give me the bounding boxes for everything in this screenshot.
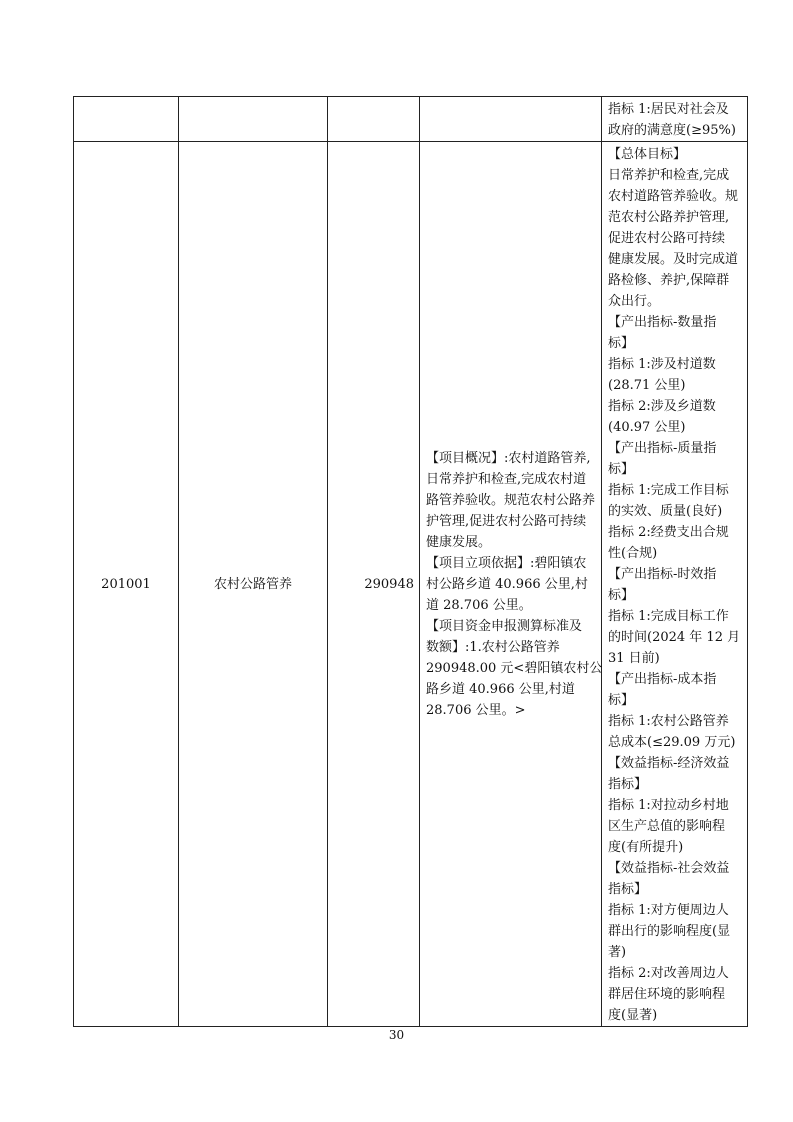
goal-line: 标】 bbox=[608, 336, 635, 351]
goal-line: 指标 1:对拉动乡村地 bbox=[608, 798, 729, 813]
goal-line: 【总体目标】 bbox=[608, 147, 687, 162]
goal-line: 标】 bbox=[608, 462, 635, 477]
prev-name-cell bbox=[179, 97, 328, 142]
description-line: 健康发展。 bbox=[426, 534, 492, 550]
goal-line: (28.71 公里) bbox=[608, 378, 686, 393]
goal-line: 指标 2:对改善周边人 bbox=[608, 966, 729, 981]
goal-line: (40.97 公里) bbox=[608, 420, 686, 435]
project-name: 农村公路管养 bbox=[213, 576, 292, 592]
goal-line: 度(有所提升) bbox=[608, 840, 684, 855]
goal-cell bbox=[602, 142, 748, 1027]
goal-line: 的时间(2024 年 12 月 bbox=[608, 630, 741, 645]
goal-line: 路检修、养护,保障群 bbox=[608, 273, 730, 288]
goal-line: 指标 1:涉及村道数 bbox=[608, 357, 716, 372]
goal-line: 众出行。 bbox=[608, 294, 661, 309]
goal-line: 著) bbox=[608, 945, 627, 960]
amount-cell bbox=[328, 142, 420, 1027]
description-line: 【项目立项依据】:碧阳镇农 bbox=[426, 555, 587, 571]
goal-line: 区生产总值的影响程 bbox=[608, 819, 726, 834]
table-row-main bbox=[74, 142, 748, 1027]
performance-goals bbox=[602, 142, 747, 1026]
goal-line: 指标 1:农村公路管养 bbox=[608, 714, 729, 729]
goal-line: 总成本(≤29.09 万元) bbox=[608, 735, 736, 750]
prev-description-cell bbox=[420, 97, 602, 142]
name-cell bbox=[179, 142, 328, 1027]
goal-line: 促进农村公路可持续 bbox=[608, 231, 726, 246]
goal-line: 指标】 bbox=[608, 777, 648, 792]
goal-line: 日常养护和检查,完成 bbox=[608, 168, 730, 183]
description-line: 路管养验收。规范农村公路养 bbox=[426, 492, 596, 508]
goal-line: 【效益指标-经济效益 bbox=[608, 756, 730, 771]
goal-line: 指标 2:经费支出合规 bbox=[608, 525, 729, 540]
project-table bbox=[73, 96, 748, 1027]
goal-line: 【产出指标-质量指 bbox=[608, 441, 717, 456]
goal-line: 指标 1:完成工作目标 bbox=[608, 483, 729, 498]
page-number: 30 bbox=[388, 1028, 405, 1042]
goal-line: 性(合规) bbox=[608, 546, 658, 561]
goal-line: 健康发展。及时完成道 bbox=[608, 252, 739, 267]
goal-line: 的实效、质量(良好) bbox=[608, 504, 723, 519]
prev-goal-text bbox=[602, 97, 747, 141]
description-line: 日常养护和检查,完成农村道 bbox=[426, 471, 587, 487]
goal-line: 【效益指标-社会效益 bbox=[608, 861, 730, 876]
description-line: 道 28.706 公里。 bbox=[426, 597, 532, 613]
prev-code-cell bbox=[74, 97, 179, 142]
goal-line: 31 日前) bbox=[608, 651, 660, 666]
description-cell bbox=[420, 142, 602, 1027]
goal-line: 【产出指标-数量指 bbox=[608, 315, 717, 330]
goal-line: 【产出指标-成本指 bbox=[608, 672, 717, 687]
project-code: 201001 bbox=[101, 576, 151, 592]
goal-line: 群出行的影响程度(显 bbox=[608, 924, 731, 939]
goal-line: 农村道路管养验收。规 bbox=[608, 189, 739, 204]
goal-line: 标】 bbox=[608, 588, 635, 603]
project-description bbox=[420, 448, 601, 721]
table-row-previous bbox=[74, 97, 748, 142]
description-line: 数额】:1.农村公路管养 bbox=[426, 639, 560, 655]
description-line: 【项目资金申报测算标准及 bbox=[426, 618, 583, 634]
goal-line: 度(显著) bbox=[608, 1008, 658, 1023]
goal-line: 标】 bbox=[608, 693, 635, 708]
goal-line: 指标 1:居民对社会及 bbox=[608, 102, 729, 117]
goal-line: 政府的满意度(≥95%) bbox=[608, 123, 736, 138]
description-line: 村公路乡道 40.966 公里,村 bbox=[426, 576, 588, 592]
goal-line: 【产出指标-时效指 bbox=[608, 567, 717, 582]
description-line: 290948.00 元<碧阳镇农村公 bbox=[426, 660, 603, 676]
description-line: 28.706 公里。> bbox=[426, 702, 526, 718]
project-amount: 290948 bbox=[364, 576, 414, 592]
description-line: 【项目概况】:农村道路管养, bbox=[426, 450, 591, 466]
goal-line: 指标】 bbox=[608, 882, 648, 897]
code-cell bbox=[74, 142, 179, 1027]
goal-line: 指标 2:涉及乡道数 bbox=[608, 399, 716, 414]
goal-line: 指标 1:完成目标工作 bbox=[608, 609, 729, 624]
prev-goal-cell bbox=[602, 97, 748, 142]
goal-line: 群居住环境的影响程 bbox=[608, 987, 726, 1002]
description-line: 护管理,促进农村公路可持续 bbox=[426, 513, 587, 529]
description-line: 路乡道 40.966 公里,村道 bbox=[426, 681, 575, 697]
prev-amount-cell bbox=[328, 97, 420, 142]
goal-line: 指标 1:对方便周边人 bbox=[608, 903, 729, 918]
goal-line: 范农村公路养护管理, bbox=[608, 210, 730, 225]
